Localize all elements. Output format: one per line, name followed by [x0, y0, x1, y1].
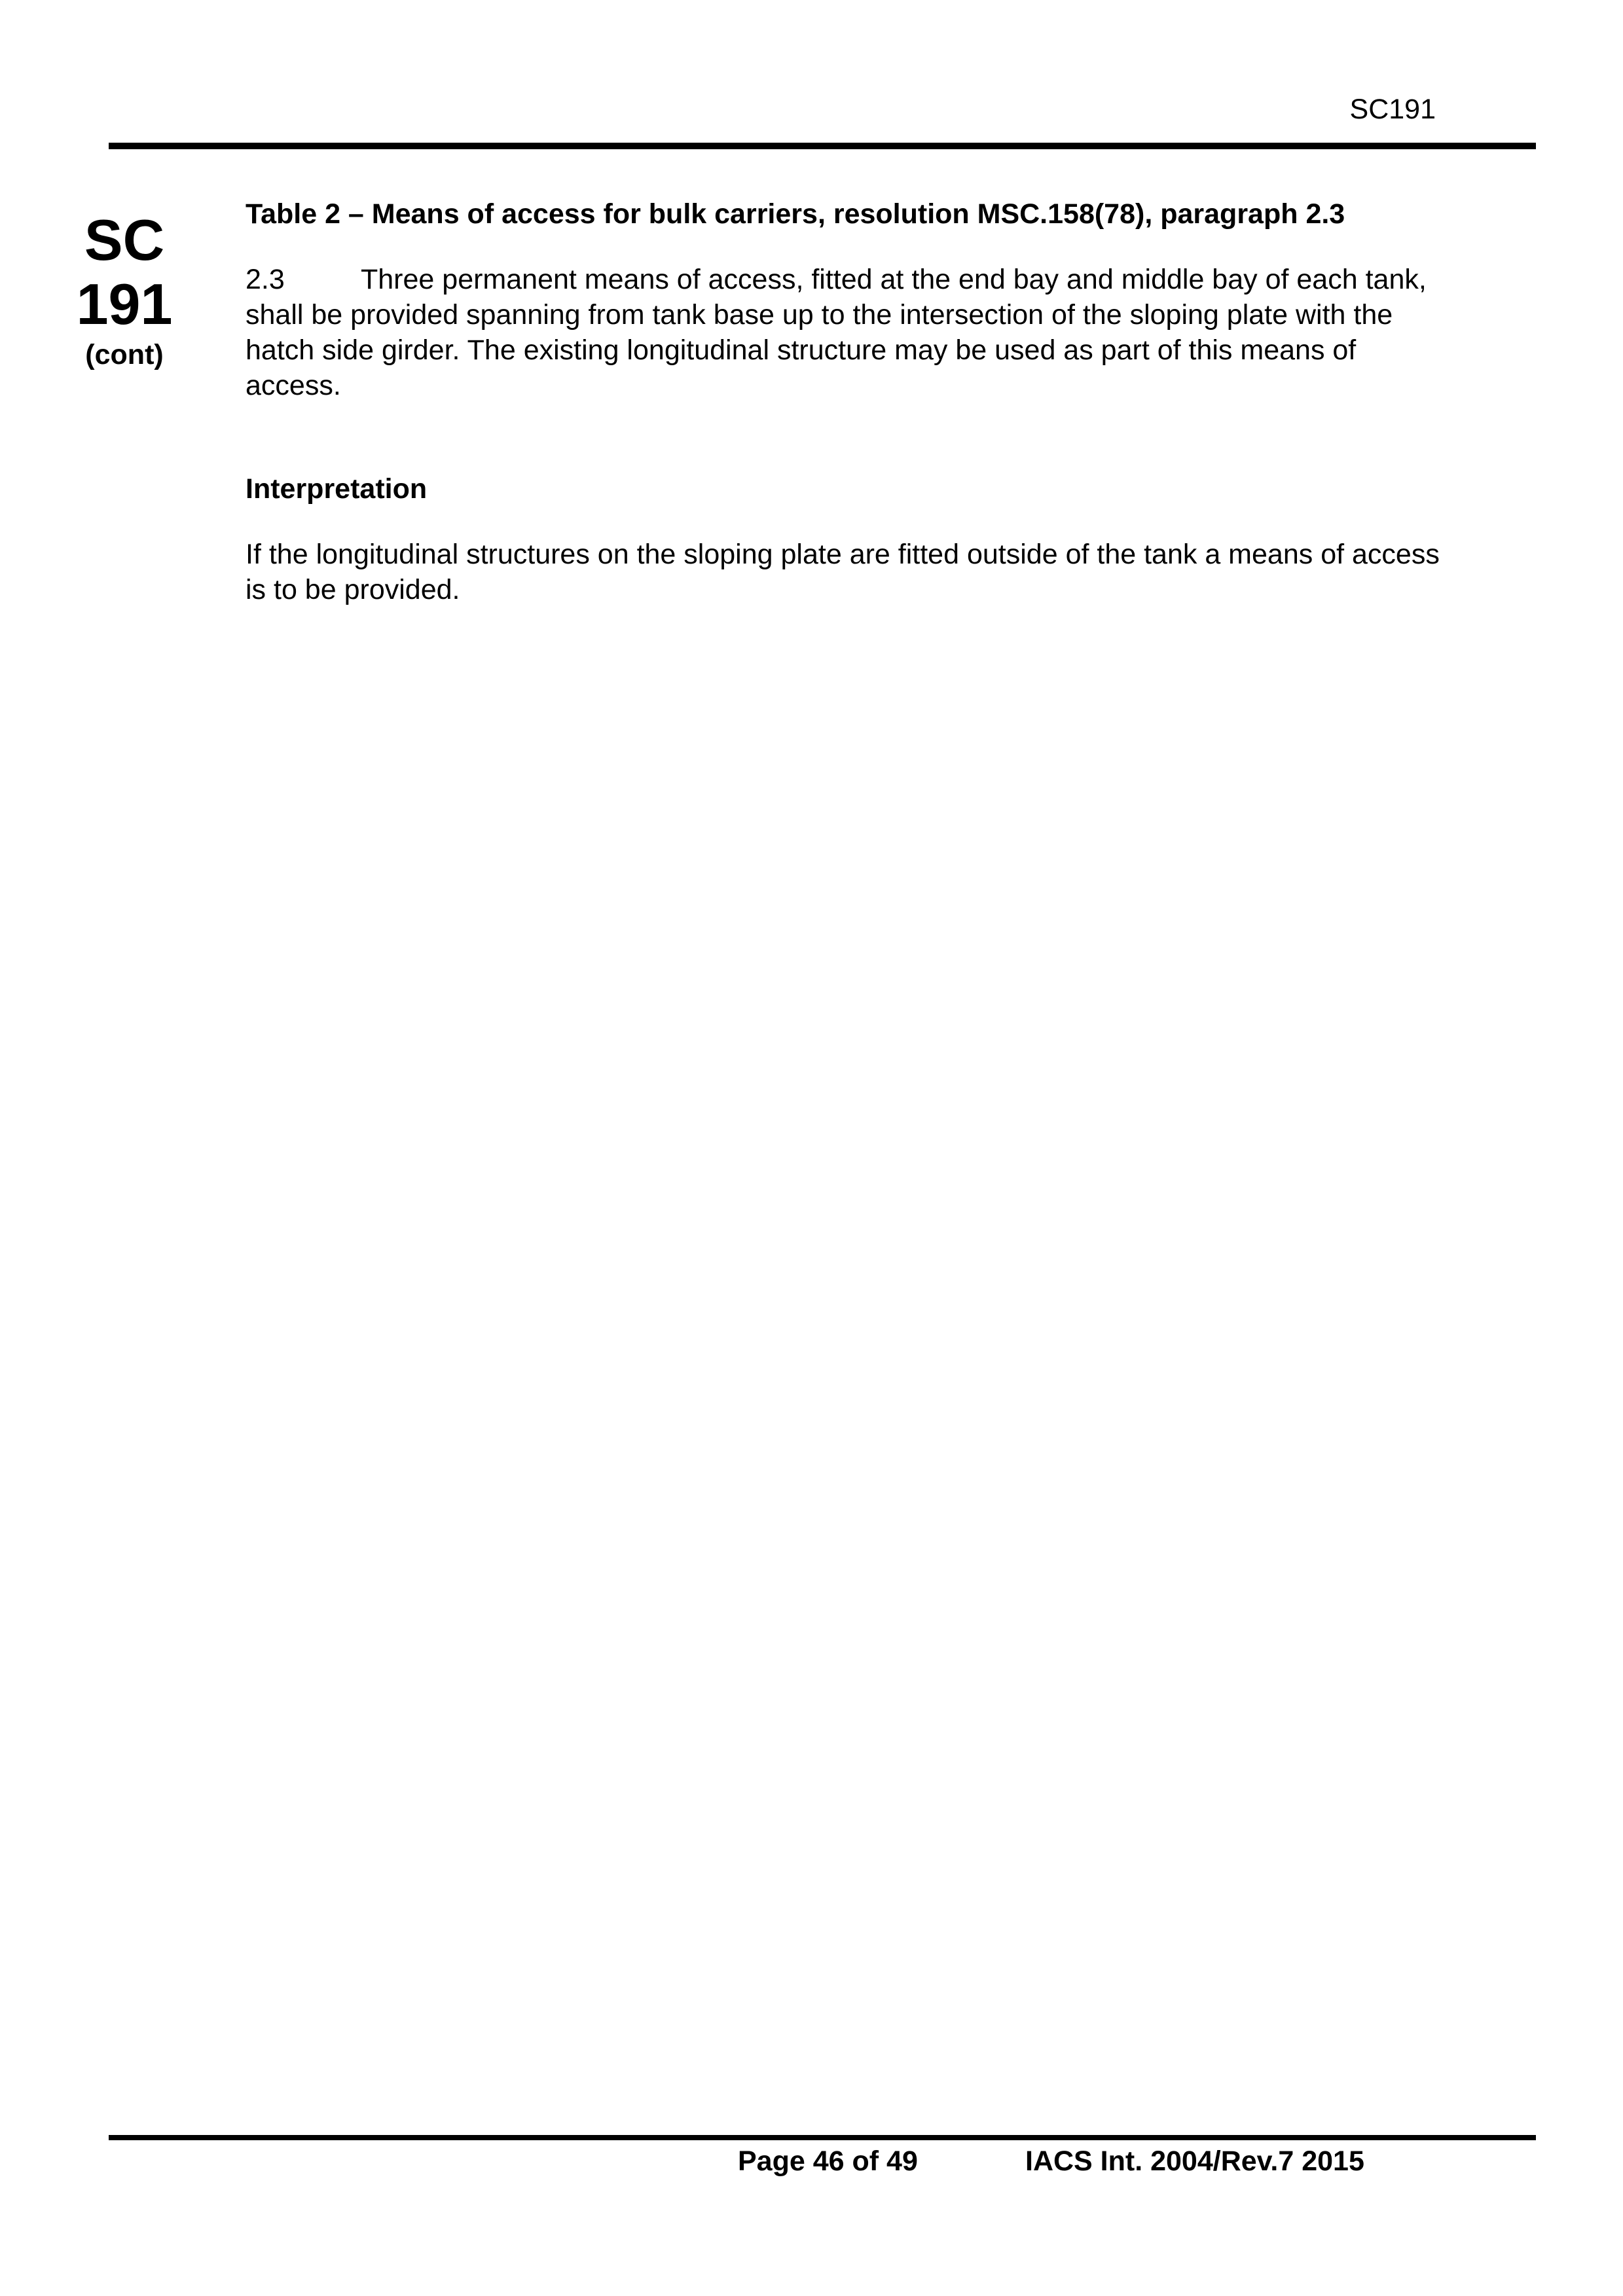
document-reference: IACS Int. 2004/Rev.7 2015	[1025, 2145, 1364, 2177]
table-title: Table 2 – Means of access for bulk carriers, resolution MSC.158(78), paragraph 2.3	[246, 198, 1345, 230]
interpretation-text: If the longitudinal structures on the sloping plate are fitted outside of the tank a means of access is to be provided.	[246, 539, 1440, 605]
paragraph	[246, 262, 1444, 403]
side-tag-line3: (cont)	[85, 339, 164, 370]
paragraph-text: Three permanent means of access, fitted at the end bay and middle bay of each tank, shall be provided spanning from tank base up to the intersection of the sloping plate with the hatch side girder. The existing longitudinal structure may be used as part of this means of access.	[246, 264, 1427, 401]
paragraph-number: 2.3	[246, 264, 285, 295]
interpretation-heading: Interpretation	[246, 473, 428, 505]
page-number: Page 46 of 49	[738, 2145, 918, 2177]
side-tag	[72, 208, 177, 373]
side-tag-line1: SC	[84, 207, 165, 272]
main-content	[246, 196, 1444, 607]
header-rule	[109, 143, 1536, 149]
footer-rule	[109, 2135, 1536, 2140]
side-tag-line2: 191	[76, 272, 173, 336]
header-code: SC191	[1349, 94, 1436, 125]
